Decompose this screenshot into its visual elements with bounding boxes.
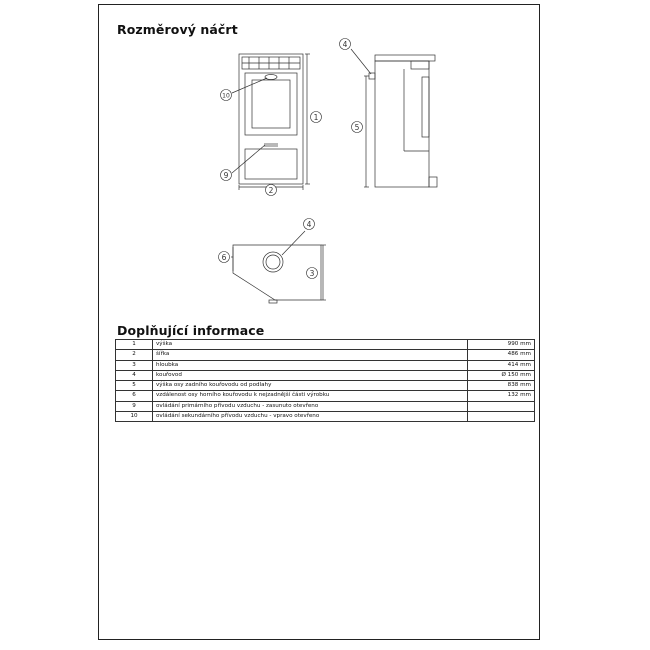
dimension-sketch <box>99 5 541 315</box>
callout-2 <box>266 185 277 196</box>
info-table <box>115 339 535 422</box>
svg-text:5: 5 <box>354 123 360 132</box>
top-view <box>231 231 326 303</box>
row-label: hloubka <box>153 360 468 370</box>
svg-text:10: 10 <box>222 92 230 100</box>
svg-text:3: 3 <box>309 269 315 278</box>
row-number: 3 <box>116 360 153 370</box>
row-value <box>468 401 535 411</box>
callout-10 <box>221 90 232 101</box>
row-number: 6 <box>116 391 153 401</box>
callout-4-top <box>304 219 315 230</box>
row-number: 1 <box>116 340 153 350</box>
row-label: šířka <box>153 350 468 360</box>
row-label: výška <box>153 340 468 350</box>
table-row <box>116 350 535 360</box>
row-value: Ø 150 mm <box>468 370 535 380</box>
svg-text:2: 2 <box>268 186 274 195</box>
row-label: kouřovod <box>153 370 468 380</box>
table-row <box>116 381 535 391</box>
row-value: 486 mm <box>468 350 535 360</box>
info-heading: Doplňující informace <box>117 323 265 338</box>
row-value: 414 mm <box>468 360 535 370</box>
svg-text:6: 6 <box>221 253 227 262</box>
table-row <box>116 340 535 350</box>
svg-text:1: 1 <box>313 113 319 122</box>
svg-text:4: 4 <box>342 40 348 49</box>
row-value: 990 mm <box>468 340 535 350</box>
row-number: 10 <box>116 412 153 422</box>
table-row <box>116 401 535 411</box>
callout-4-side <box>340 39 351 50</box>
row-label: ovládání primárního přívodu vzduchu - zasunuto otevřeno <box>153 401 468 411</box>
table-row <box>116 370 535 380</box>
row-number: 4 <box>116 370 153 380</box>
sketch-heading: Rozměrový náčrt <box>117 22 238 37</box>
side-view <box>351 49 437 187</box>
svg-text:9: 9 <box>223 171 229 180</box>
svg-text:4: 4 <box>306 220 312 229</box>
row-label: vzdálenost osy horního kouřovodu k nejzadnější části výrobku <box>153 391 468 401</box>
callout-1 <box>311 112 322 123</box>
callout-3 <box>307 268 318 279</box>
row-number: 5 <box>116 381 153 391</box>
table-row <box>116 412 535 422</box>
row-label: ovládání sekundárního přívodu vzduchu - vpravo otevřeno <box>153 412 468 422</box>
row-value <box>468 412 535 422</box>
row-label: výška osy zadního kouřovodu od podlahy <box>153 381 468 391</box>
front-view <box>232 54 310 190</box>
callout-5 <box>352 122 363 133</box>
drawing-sheet <box>98 4 540 640</box>
row-value: 132 mm <box>468 391 535 401</box>
table-row <box>116 391 535 401</box>
table-row <box>116 360 535 370</box>
row-number: 2 <box>116 350 153 360</box>
callout-9 <box>221 170 232 181</box>
row-number: 9 <box>116 401 153 411</box>
row-value: 838 mm <box>468 381 535 391</box>
callout-6 <box>219 252 230 263</box>
